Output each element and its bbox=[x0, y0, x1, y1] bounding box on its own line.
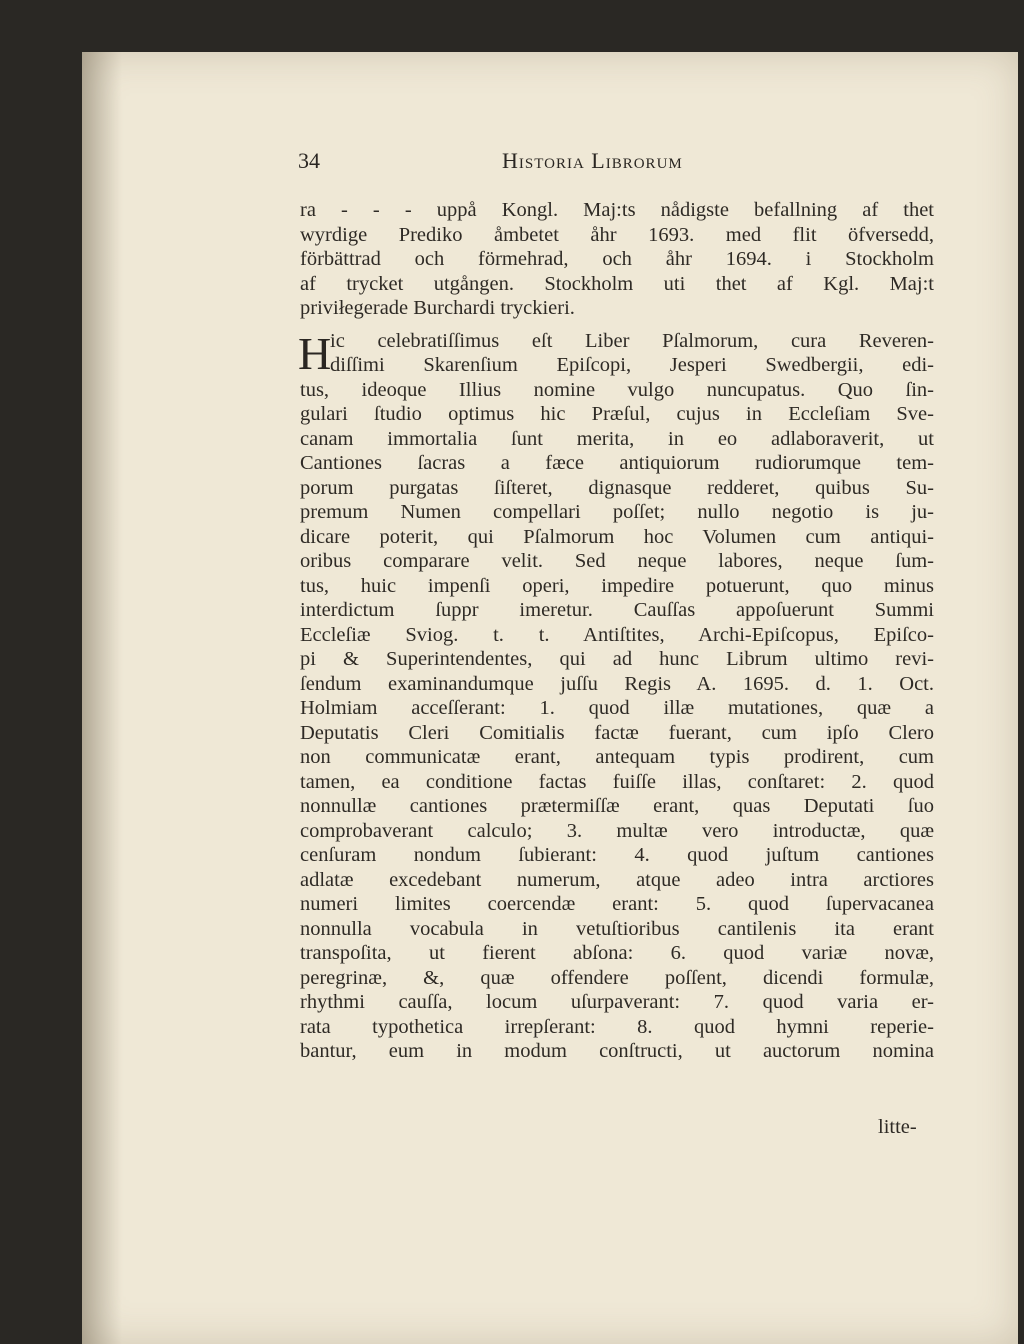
drop-cap: H bbox=[298, 327, 332, 379]
text-line: canam immortalia ſunt merita, in eo adlaboraverit, ut bbox=[300, 427, 934, 450]
text-line: ſendum examinandumque juſſu Regis A. 1695. d. 1. Oct. bbox=[300, 672, 934, 695]
text-line: numeri limites coercendæ erant: 5. quod ſupervacanea bbox=[300, 893, 934, 915]
text-line: cenſuram nondum ſubierant: 4. quod juſtum cantiones bbox=[300, 844, 934, 866]
text-line: premum Numen compellari poſſet; nullo negotio is ju- bbox=[300, 501, 934, 523]
text-line: pi & Superintendentes, qui ad hunc Librum ultimo revi- bbox=[300, 648, 934, 670]
page-gutter-shadow bbox=[82, 52, 122, 1344]
text-line: transpoſita, ut fierent abſona: 6. quod variæ novæ, bbox=[300, 942, 934, 964]
text-line: tus, huic impenſi operi, impedire potuerunt, quo minus bbox=[300, 574, 934, 597]
text-line: comprobaverant calculo; 3. multæ vero introductæ, quæ bbox=[300, 819, 934, 842]
text-line: ra - - - uppå Kongl. Maj:ts nådigste befallning af thet bbox=[300, 199, 934, 221]
text-line: gulari ſtudio optimus hic Præſul, cujus in Eccleſiam Sve- bbox=[300, 403, 934, 425]
text-line: af trycket utgången. Stockholm uti thet af Kgl. Maj:t bbox=[300, 272, 934, 295]
paragraph-2 bbox=[300, 329, 934, 1064]
text-line: Holmiam acceſſerant: 1. quod illæ mutationes, quæ a bbox=[300, 697, 934, 719]
text-line: nonnullæ cantiones prætermiſſæ erant, quas Deputati ſuo bbox=[300, 795, 934, 817]
text-line: wyrdige Prediko åmbetet åhr 1693. med flit öfversedd, bbox=[300, 223, 934, 246]
paragraph-1 bbox=[300, 198, 934, 321]
text-line: peregrinæ, &, quæ offendere poſſent, dicendi formulæ, bbox=[300, 966, 934, 989]
first-line-text: ic celebratiſſimus eſt Liber Pſalmorum, cura Reveren- bbox=[330, 329, 934, 352]
text-line: tamen, ea conditione factas fuiſſe illas, conſtaret: 2. quod bbox=[300, 770, 934, 793]
text-line: rata typothetica irrepſerant: 8. quod hymni reperie- bbox=[300, 1015, 934, 1038]
text-line: förbättrad och förmehrad, och åhr 1694. i Stockholm bbox=[300, 248, 934, 270]
page-number: 34 bbox=[298, 148, 320, 173]
text-line: nonnulla vocabula in vetuſtioribus cantilenis ita erant bbox=[300, 917, 934, 940]
text-line: porum purgatas ſiſteret, dignasque redderet, quibus Su- bbox=[300, 476, 934, 499]
text-line: Deputatis Cleri Comitialis factæ fuerant, cum ipſo Clero bbox=[300, 721, 934, 744]
text-line: rhythmi cauſſa, locum uſurpaverant: 7. quod varia er- bbox=[300, 991, 934, 1013]
text-line: Eccleſiæ Sviog. t. t. Antiſtites, Archi-Epiſcopus, Epiſco- bbox=[300, 623, 934, 646]
text-line: diſſimi Skarenſium Epiſcopi, Jesperi Swedbergii, edi- bbox=[330, 354, 934, 376]
text-line: bantur, eum in modum conſtructi, ut auctorum nomina bbox=[300, 1040, 934, 1062]
text-line: adlatæ excedebant numerum, atque adeo intra arctiores bbox=[300, 868, 934, 891]
body-text bbox=[300, 198, 934, 1064]
text-line: non communicatæ erant, antequam typis prodirent, cum bbox=[300, 746, 934, 768]
text-line: interdictum ſuppr imeretur. Cauſſas appoſuerunt Summi bbox=[300, 599, 934, 621]
text-line: Cantiones ſacras a fæce antiquiorum rudiorumque tem- bbox=[300, 452, 934, 474]
page-header bbox=[298, 148, 938, 178]
catchword: litte- bbox=[878, 1116, 917, 1138]
text-line: dicare poterit, qui Pſalmorum hoc Volumen cum antiqui- bbox=[300, 525, 934, 548]
running-head: Historia Librorum bbox=[502, 148, 683, 173]
text-line: priviłegerade Burchardi tryckieri. bbox=[300, 297, 575, 319]
text-line: oribus comparare velit. Sed neque labores, neque ſum- bbox=[300, 550, 934, 572]
text-line: tus, ideoque Illius nomine vulgo nuncupatus. Quo ſin- bbox=[300, 378, 934, 401]
